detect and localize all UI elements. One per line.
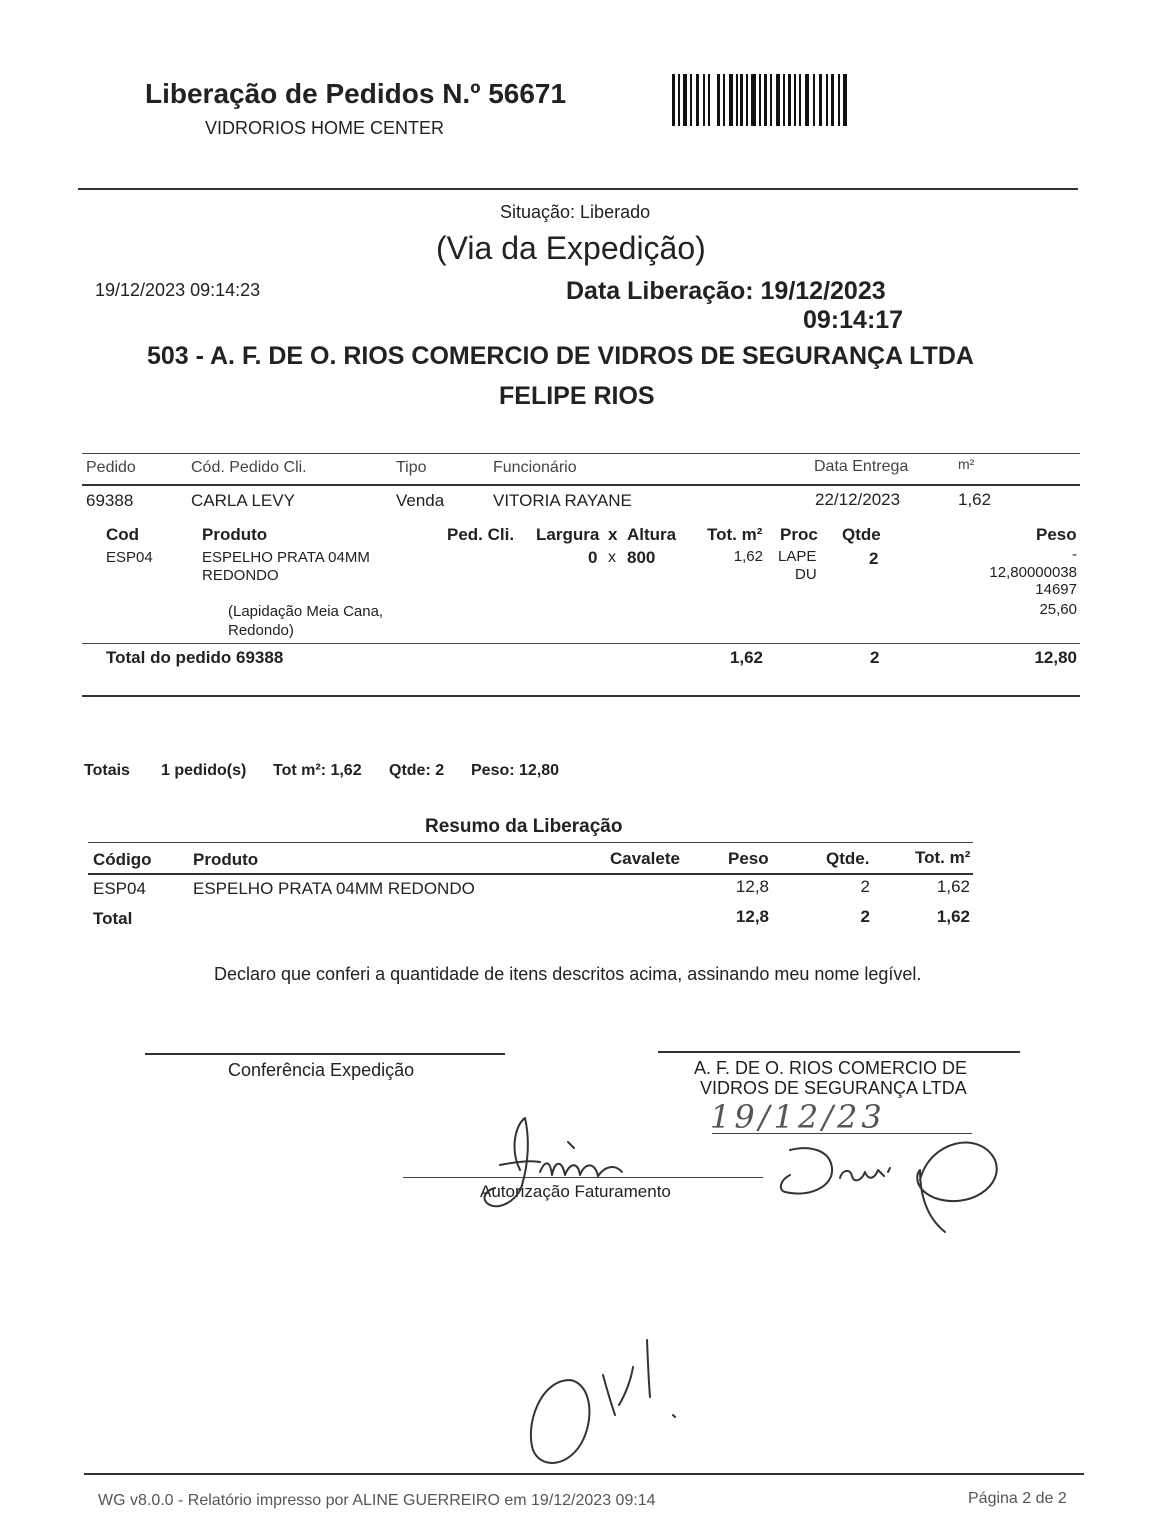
summary-col-peso: Peso — [728, 849, 769, 868]
release-date — [566, 277, 886, 306]
order-section-bottom — [82, 695, 1080, 697]
summary-row-qtde: 2 — [860, 877, 870, 896]
order-m2: 1,62 — [958, 490, 992, 509]
order-total-label: Total do pedido 69388 — [106, 648, 284, 667]
item-peso-dash: - — [1072, 546, 1077, 563]
employee: VITORIA RAYANE — [493, 491, 632, 510]
summary-col-tot-m2: Tot. m² — [915, 848, 971, 867]
summary-total-qtde: 2 — [860, 907, 870, 926]
item-produto-line1: ESPELHO PRATA 04MM — [202, 549, 370, 566]
print-timestamp: 19/12/2023 09:14:23 — [95, 280, 261, 300]
footer-print-info: WG v8.0.0 - Relatório impresso por ALINE GUERREIRO em 19/12/2023 09:14 — [98, 1492, 656, 1509]
totals-qtde: Qtde: 2 — [389, 762, 445, 779]
summary-row-peso: 12,8 — [735, 877, 769, 896]
signature-company-line1: A. F. DE O. RIOS COMERCIO DE — [694, 1058, 968, 1078]
signature-company-line2: VIDROS DE SEGURANÇA LTDA — [700, 1078, 967, 1098]
client-contact: FELIPE RIOS — [499, 382, 655, 410]
summary-total-label: Total — [93, 909, 133, 928]
order-total-divider — [82, 643, 1080, 644]
footer-divider — [84, 1473, 1084, 1475]
summary-row-codigo: ESP04 — [93, 879, 146, 898]
items-col-ped-cli: Ped. Cli. — [447, 525, 515, 544]
order-total-qtde: 2 — [870, 648, 880, 667]
handwritten-signature-company — [770, 1120, 1010, 1240]
page-title: Liberação de Pedidos N.º 56671 — [145, 78, 567, 109]
order-number: 69388 — [86, 491, 134, 510]
item-obs-line2: Redondo) — [228, 622, 294, 639]
summary-col-cavalete: Cavalete — [610, 849, 680, 868]
col-pedido: Pedido — [86, 459, 136, 476]
summary-col-produto: Produto — [193, 850, 259, 869]
via-label: (Via da Expedição) — [436, 230, 706, 266]
company-signature-line — [658, 1051, 1020, 1053]
item-proc-line2: DU — [795, 566, 817, 583]
summary-header-divider — [88, 873, 973, 875]
release-date-value: 19/12/2023 — [760, 277, 886, 305]
items-col-altura: Altura — [627, 525, 677, 544]
col-cod-pedido-cli: Cód. Pedido Cli. — [191, 459, 307, 476]
item-cod: ESP04 — [106, 549, 153, 566]
handwritten-signature-authorization — [470, 1110, 640, 1220]
autorizacao-label: Autorização Faturamento — [480, 1182, 671, 1201]
summary-row-tot-m2: 1,62 — [936, 877, 970, 896]
totals-label: Totais — [84, 762, 130, 779]
items-col-tot-m2: Tot. m² — [707, 525, 763, 544]
conferencia-label: Conferência Expedição — [228, 1060, 415, 1080]
item-tot-m2: 1,62 — [733, 548, 763, 565]
order-total-m2: 1,62 — [729, 648, 763, 667]
company-name: VIDRORIOS HOME CENTER — [205, 118, 445, 138]
col-tipo: Tipo — [396, 459, 427, 476]
summary-total-peso: 12,8 — [735, 907, 769, 926]
summary-row-produto: ESPELHO PRATA 04MM REDONDO — [193, 879, 475, 898]
order-total-peso: 12,80 — [1034, 648, 1077, 667]
item-produto-line2: REDONDO — [202, 567, 279, 584]
barcode — [672, 74, 850, 126]
delivery-date: 22/12/2023 — [815, 490, 901, 509]
summary-title: Resumo da Liberação — [425, 816, 623, 837]
col-data-entrega: Data Entrega — [814, 458, 909, 475]
summary-col-codigo: Código — [93, 850, 152, 869]
totals-peso: Peso: 12,80 — [471, 762, 560, 779]
order-type: Venda — [396, 491, 445, 510]
item-largura: 0 — [588, 548, 598, 567]
conferencia-signature-line — [145, 1053, 505, 1055]
client-order-code: CARLA LEVY — [191, 491, 295, 510]
summary-total-tot-m2: 1,62 — [936, 907, 970, 926]
release-date-label: Data Liberação: — [566, 277, 754, 305]
release-time: 09:14:17 — [803, 306, 904, 334]
item-x: x — [608, 549, 616, 566]
items-col-peso: Peso — [1036, 525, 1077, 544]
item-altura: 800 — [627, 548, 656, 567]
item-qtde: 2 — [869, 549, 879, 568]
items-col-qtde: Qtde — [842, 525, 881, 544]
item-obs-line1: (Lapidação Meia Cana, — [228, 603, 384, 620]
items-col-largura: Largura — [536, 525, 600, 544]
col-m2: m² — [958, 456, 975, 472]
order-table-top — [82, 453, 1080, 454]
col-funcionario: Funcionário — [493, 459, 577, 476]
declaration-text: Declaro que conferi a quantidade de itens descritos acima, assinando meu nome legível. — [214, 964, 922, 984]
summary-top — [88, 842, 973, 843]
items-col-proc: Proc — [780, 525, 818, 544]
handwritten-date: 19/12/23 — [710, 1098, 886, 1136]
items-col-cod: Cod — [106, 525, 140, 544]
item-peso-line1: 12,80000038 — [989, 564, 1077, 581]
client-company: 503 - A. F. DE O. RIOS COMERCIO DE VIDROS DE SEGURANÇA LTDA — [147, 342, 974, 370]
situation-status: Situação: Liberado — [500, 202, 651, 222]
totals-m2: Tot m²: 1,62 — [273, 762, 362, 779]
item-peso-line3: 25,60 — [1039, 601, 1077, 618]
item-proc-line1: LAPE — [778, 548, 817, 565]
items-col-x: x — [608, 525, 618, 544]
items-col-produto: Produto — [202, 525, 268, 544]
handwritten-ok-mark — [515, 1335, 685, 1475]
totals-pedidos: 1 pedido(s) — [161, 762, 247, 779]
order-header-divider — [82, 484, 1080, 486]
item-peso-line2: 14697 — [1035, 581, 1077, 598]
header-divider — [78, 188, 1078, 190]
footer-page-number: Página 2 de 2 — [968, 1490, 1067, 1507]
summary-col-qtde: Qtde. — [826, 849, 870, 868]
